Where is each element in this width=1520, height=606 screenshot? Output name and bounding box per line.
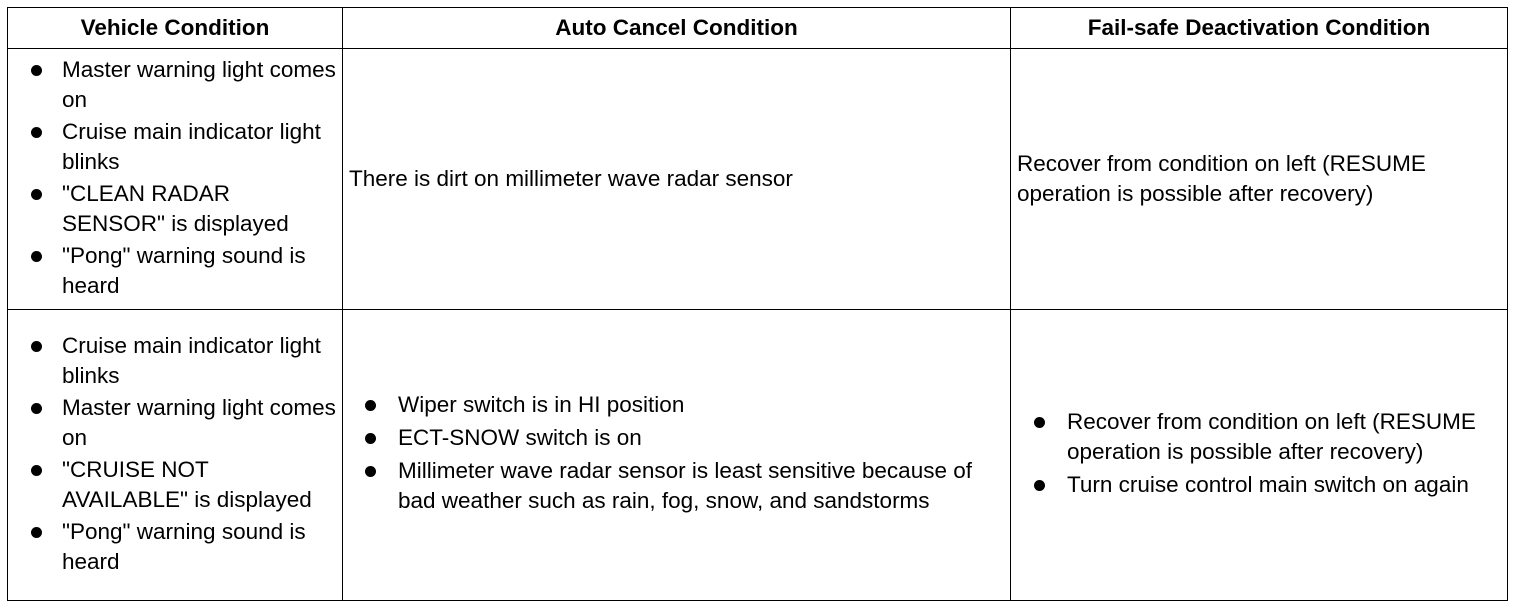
- condition-table: [7, 7, 1508, 601]
- bullet-icon: [31, 403, 42, 414]
- bullet-icon: [365, 400, 376, 411]
- bullet-icon: [31, 465, 42, 476]
- vehicle-condition-cell: [8, 49, 343, 310]
- list-item: Turn cruise control main switch on again: [1011, 470, 1507, 500]
- bullet-icon: [31, 65, 42, 76]
- bullet-icon: [31, 341, 42, 352]
- table-row: [8, 309, 1508, 600]
- header-auto-cancel-condition: Auto Cancel Condition: [343, 8, 1011, 49]
- header-fail-safe-deactivation-condition: Fail-safe Deactivation Condition: [1011, 8, 1508, 49]
- vehicle-condition-list: [8, 331, 342, 577]
- list-item: ECT-SNOW switch is on: [343, 423, 1010, 453]
- header-vehicle-condition: Vehicle Condition: [8, 8, 343, 49]
- bullet-icon: [31, 527, 42, 538]
- fail-safe-text: Recover from condition on left (RESUME operation is possible after recovery): [1017, 150, 1426, 206]
- list-item: Master warning light comes on: [8, 393, 342, 453]
- list-item: Master warning light comes on: [8, 55, 342, 115]
- bullet-icon: [365, 466, 376, 477]
- auto-cancel-cell: [343, 49, 1011, 310]
- bullet-icon: [1034, 480, 1045, 491]
- list-item: Cruise main indicator light blinks: [8, 331, 342, 391]
- vehicle-condition-list: [8, 55, 342, 301]
- bullet-icon: [31, 251, 42, 262]
- list-item: "CLEAN RADAR SENSOR" is displayed: [8, 179, 342, 239]
- bullet-icon: [365, 433, 376, 444]
- list-item: "Pong" warning sound is heard: [8, 517, 342, 577]
- bullet-icon: [31, 127, 42, 138]
- header-row: [8, 8, 1508, 49]
- fail-safe-cell: [1011, 309, 1508, 600]
- list-item: Cruise main indicator light blinks: [8, 117, 342, 177]
- vehicle-condition-cell: [8, 309, 343, 600]
- list-item: Millimeter wave radar sensor is least sensitive because of bad weather such as rain, fog, snow, and sandstorms: [343, 456, 1010, 516]
- bullet-icon: [31, 189, 42, 200]
- list-item: "Pong" warning sound is heard: [8, 241, 342, 301]
- fail-safe-list: [1011, 407, 1507, 500]
- bullet-icon: [1034, 417, 1045, 428]
- auto-cancel-cell: [343, 309, 1011, 600]
- auto-cancel-list: [343, 390, 1010, 516]
- auto-cancel-text: There is dirt on millimeter wave radar sensor: [349, 165, 793, 191]
- list-item: Wiper switch is in HI position: [343, 390, 1010, 420]
- list-item: "CRUISE NOT AVAILABLE" is displayed: [8, 455, 342, 515]
- fail-safe-cell: [1011, 49, 1508, 310]
- list-item: Recover from condition on left (RESUME operation is possible after recovery): [1011, 407, 1507, 467]
- table-row: [8, 49, 1508, 310]
